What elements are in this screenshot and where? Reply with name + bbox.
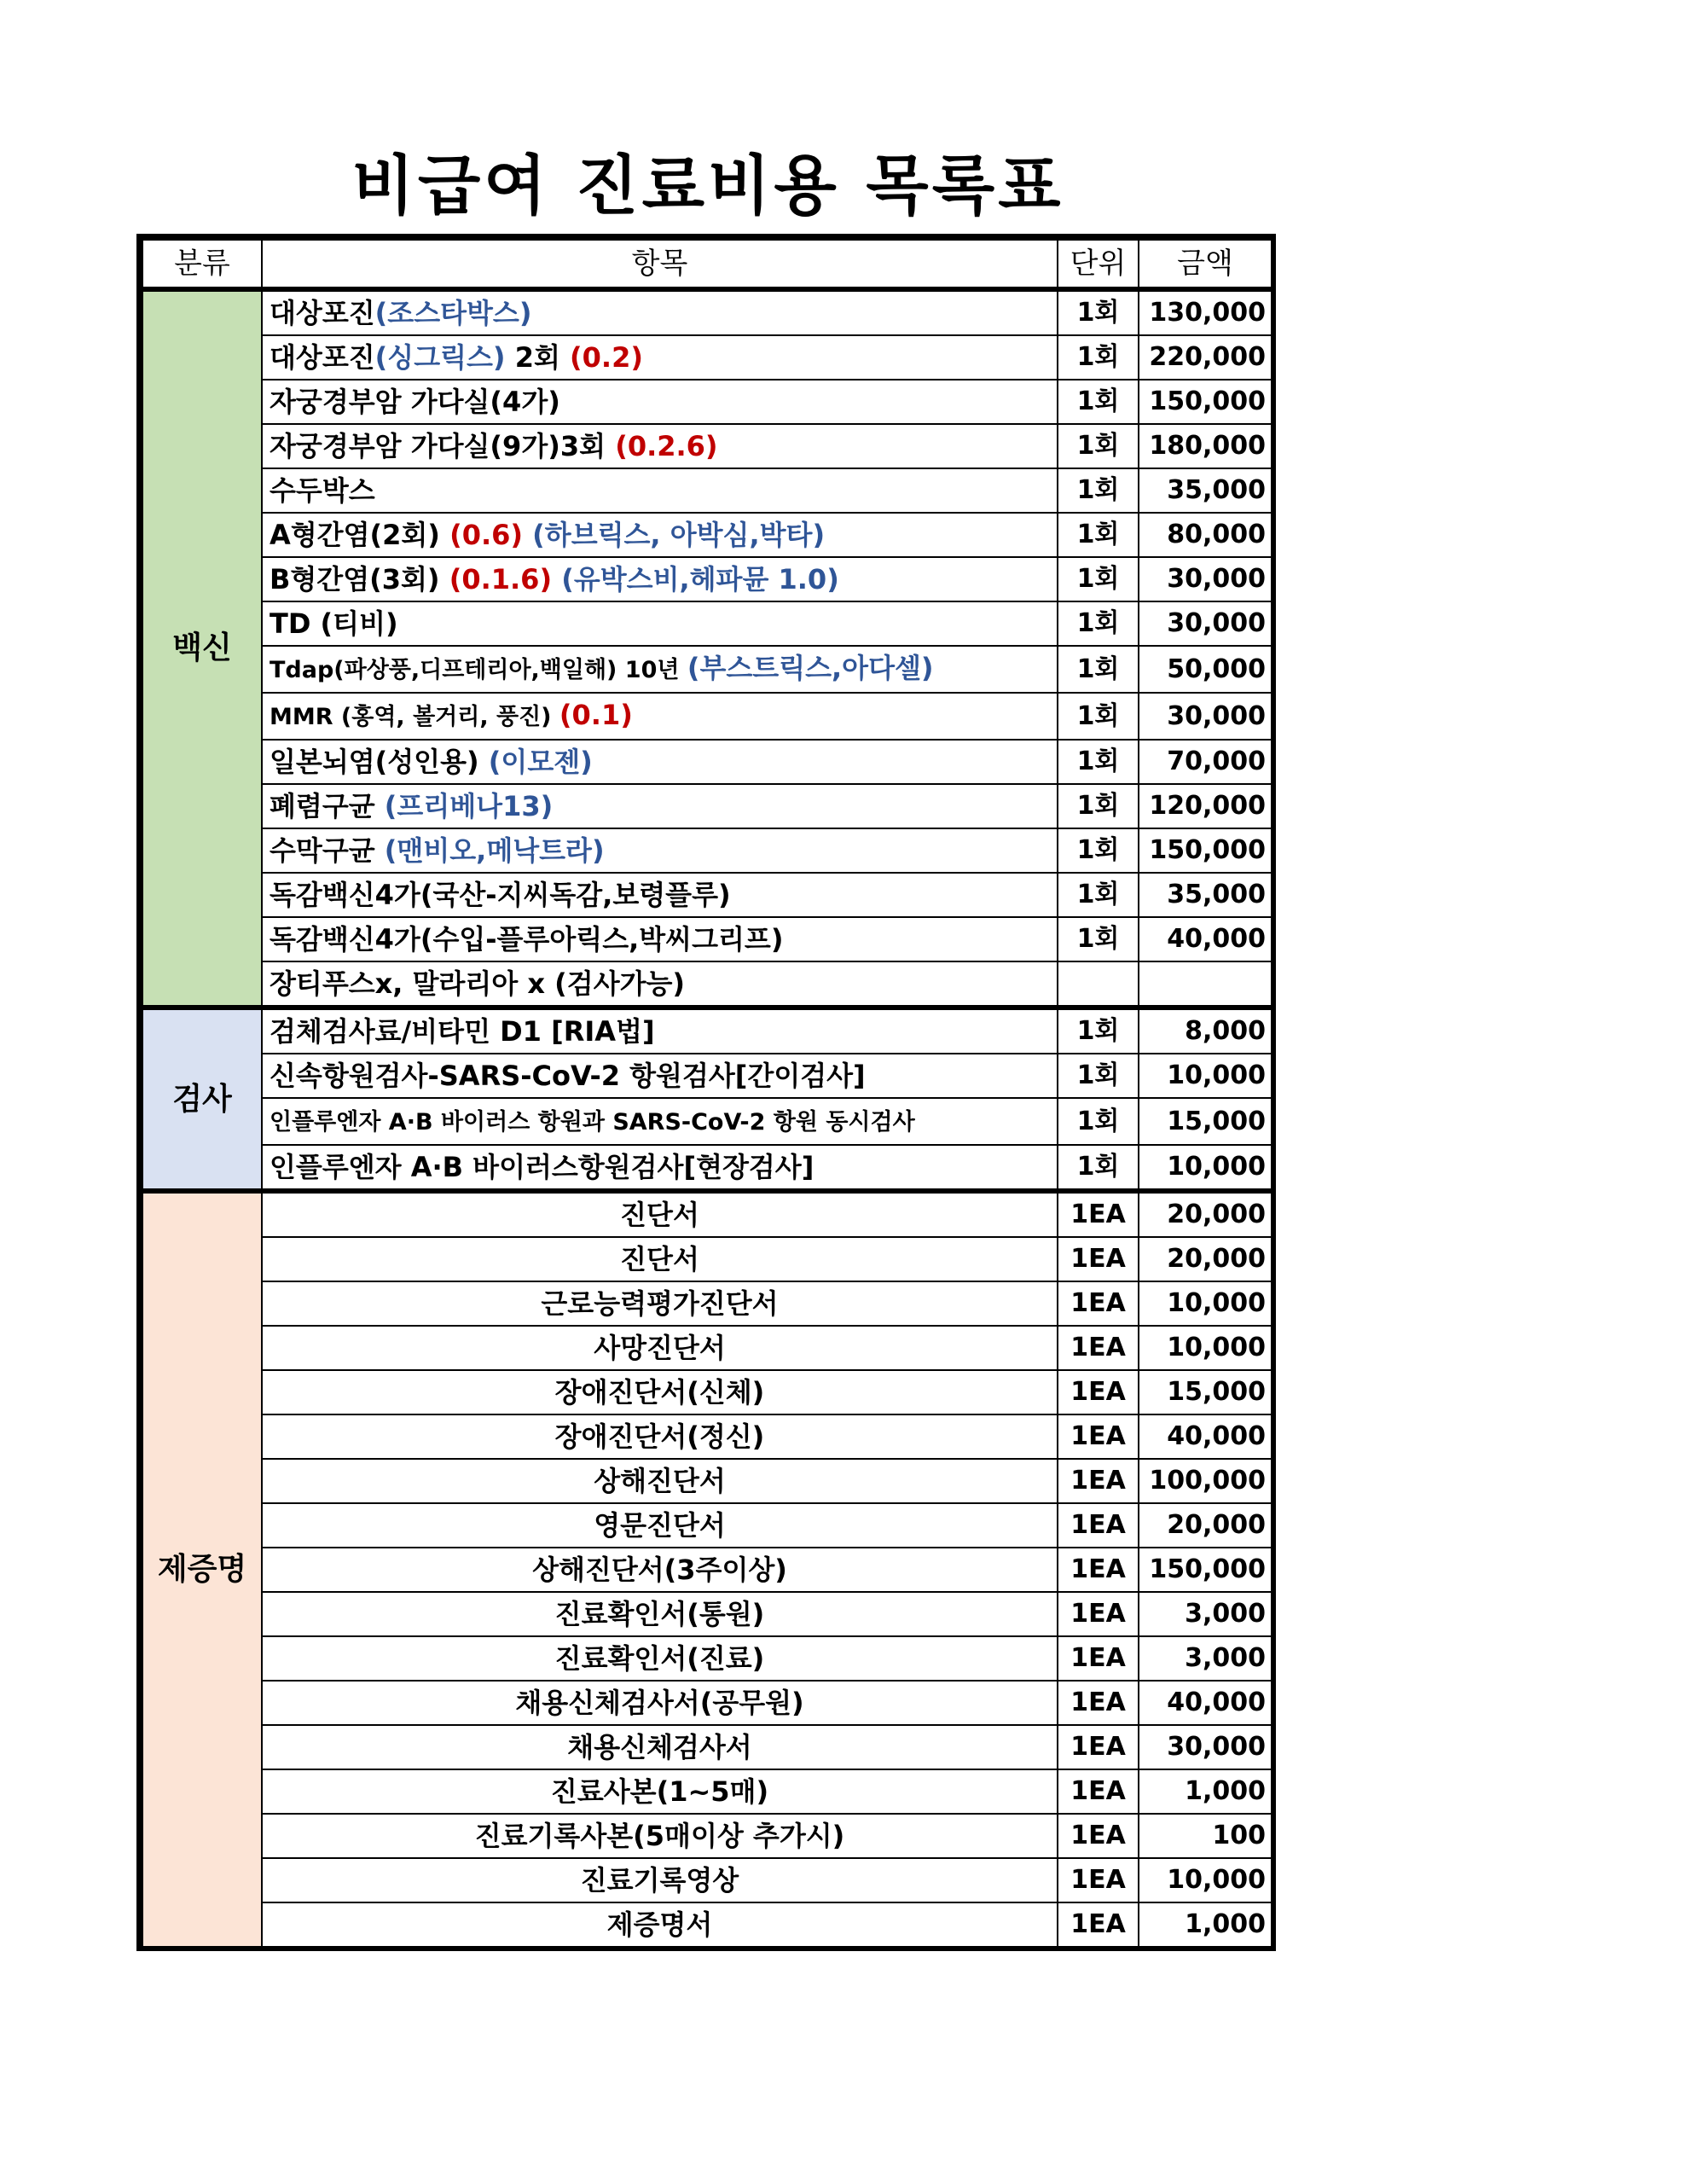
amount-cell [1139,961,1272,1008]
table-body [142,289,1272,1947]
unit-cell: 1회 [1058,557,1139,601]
item-cell [262,693,1058,740]
item-text: 진료기록사본(5매이상 추가시) [474,1820,845,1852]
item-text: Tdap(파상풍,디프테리아,백일해) 10년 [270,657,687,683]
item-cell [262,1548,1058,1592]
item-text: 검체검사료/비타민 D1 [RIA법] [270,1015,655,1048]
item-cell [262,1592,1058,1636]
item-text: 인플루엔자 A·B 바이러스 항원과 SARS-CoV-2 항원 동시검사 [270,1109,915,1136]
item-cell [262,784,1058,828]
table-row [142,1054,1272,1098]
table-row [142,1548,1272,1592]
unit-cell: 1회 [1058,1008,1139,1054]
item-cell [262,1459,1058,1503]
table-row [142,1681,1272,1725]
amount-cell: 180,000 [1139,424,1272,468]
amount-cell: 100 [1139,1814,1272,1858]
item-cell [262,828,1058,873]
unit-cell: 1EA [1058,1681,1139,1725]
amount-cell: 30,000 [1139,693,1272,740]
item-text: TD (티비) [270,607,398,640]
item-cell [262,1814,1058,1858]
table-row [142,513,1272,557]
item-text: 장애진단서(신체) [554,1376,765,1409]
amount-cell: 3,000 [1139,1592,1272,1636]
amount-cell: 40,000 [1139,1414,1272,1459]
item-text: (조스타박스) [374,297,532,329]
item-text: 신속항원검사-SARS-CoV-2 항원검사[간이검사] [270,1060,866,1092]
item-text: 상해진단서(3주이상) [532,1554,787,1586]
item-text: 자궁경부암 가다실(4가) [270,386,560,418]
amount-cell: 100,000 [1139,1459,1272,1503]
item-cell [262,1503,1058,1548]
unit-cell: 1회 [1058,601,1139,646]
item-cell [262,1054,1058,1098]
table-row [142,1098,1272,1145]
amount-cell: 50,000 [1139,646,1272,693]
item-text: A형간염(2회) [270,519,450,551]
table-row [142,917,1272,961]
unit-cell: 1회 [1058,513,1139,557]
table-row [142,693,1272,740]
unit-cell: 1EA [1058,1769,1139,1814]
table-row [142,1769,1272,1814]
unit-cell: 1EA [1058,1858,1139,1902]
amount-cell: 30,000 [1139,557,1272,601]
table-row [142,289,1272,335]
item-text: 대상포진 [270,341,375,374]
item-text: (0.2.6) [615,430,718,462]
unit-cell: 1회 [1058,873,1139,917]
item-cell [262,1681,1058,1725]
header-row [142,240,1272,289]
unit-cell: 1회 [1058,693,1139,740]
item-cell [262,961,1058,1008]
unit-cell: 1EA [1058,1592,1139,1636]
table-row [142,468,1272,513]
item-cell [262,1237,1058,1281]
amount-cell: 30,000 [1139,601,1272,646]
table-row [142,873,1272,917]
item-cell [262,1636,1058,1681]
unit-cell: 1EA [1058,1191,1139,1237]
item-text: B형간염(3회) [270,563,449,595]
table-row [142,1503,1272,1548]
item-cell [262,917,1058,961]
item-cell [262,1145,1058,1191]
amount-cell: 35,000 [1139,873,1272,917]
unit-cell: 1회 [1058,740,1139,784]
table-row [142,335,1272,380]
price-table [142,239,1272,1948]
unit-cell: 1EA [1058,1237,1139,1281]
unit-cell: 1회 [1058,1054,1139,1098]
amount-cell: 15,000 [1139,1098,1272,1145]
table-row [142,784,1272,828]
item-text: 진료기록영상 [580,1864,739,1896]
unit-cell: 1EA [1058,1459,1139,1503]
amount-cell: 10,000 [1139,1145,1272,1191]
unit-cell: 1회 [1058,828,1139,873]
item-cell [262,1326,1058,1370]
item-cell [262,1008,1058,1054]
amount-cell: 80,000 [1139,513,1272,557]
item-text: 독감백신4가(수입-플루아릭스,박씨그리프) [270,923,784,956]
item-text: 2회 [505,341,571,374]
unit-cell: 1회 [1058,646,1139,693]
item-cell [262,601,1058,646]
amount-cell: 40,000 [1139,1681,1272,1725]
table-row [142,646,1272,693]
header-item: 항목 [262,240,1058,289]
item-cell [262,335,1058,380]
item-text: (부스트릭스,아다셀) [687,652,934,684]
item-cell [262,289,1058,335]
table-row [142,1191,1272,1237]
item-text: (0.1.6) [449,563,553,595]
amount-cell: 30,000 [1139,1725,1272,1769]
amount-cell: 70,000 [1139,740,1272,784]
item-text: (이모젠) [488,746,593,778]
table-row [142,961,1272,1008]
item-text: 채용신체검사서(공무원) [515,1687,804,1719]
amount-cell: 10,000 [1139,1858,1272,1902]
unit-cell: 1회 [1058,1098,1139,1145]
item-cell [262,1858,1058,1902]
unit-cell: 1회 [1058,1145,1139,1191]
amount-cell: 1,000 [1139,1902,1272,1947]
item-text: 일본뇌염(성인용) [270,746,489,778]
price-table-frame [136,234,1276,1951]
item-cell [262,380,1058,424]
amount-cell: 10,000 [1139,1326,1272,1370]
item-text: 상해진단서 [594,1465,726,1497]
amount-cell: 35,000 [1139,468,1272,513]
amount-cell: 10,000 [1139,1281,1272,1326]
table-row [142,1725,1272,1769]
item-cell [262,1281,1058,1326]
unit-cell: 1회 [1058,380,1139,424]
item-text: 영문진단서 [594,1509,726,1542]
item-text: 제증명서 [606,1908,713,1941]
item-text: (맨비오,메낙트라) [384,834,605,867]
item-text: MMR (홍역, 볼거리, 풍진) [270,704,559,730]
item-cell [262,1370,1058,1414]
unit-cell: 1회 [1058,289,1139,335]
item-text: 수두박스 [270,474,375,507]
item-text: 진단서 [620,1243,699,1275]
amount-cell: 120,000 [1139,784,1272,828]
table-row [142,1592,1272,1636]
unit-cell: 1EA [1058,1548,1139,1592]
unit-cell: 1EA [1058,1725,1139,1769]
item-cell [262,1191,1058,1237]
item-text: 사망진단서 [594,1332,726,1364]
table-row [142,601,1272,646]
table-row [142,1370,1272,1414]
unit-cell: 1EA [1058,1326,1139,1370]
unit-cell [1058,961,1139,1008]
item-text: 수막구균 [270,834,385,867]
item-cell [262,1725,1058,1769]
table-row [142,1414,1272,1459]
unit-cell: 1EA [1058,1370,1139,1414]
table-row [142,1814,1272,1858]
unit-cell: 1EA [1058,1814,1139,1858]
table-row [142,557,1272,601]
table-row [142,828,1272,873]
amount-cell: 20,000 [1139,1191,1272,1237]
header-amount: 금액 [1139,240,1272,289]
table-row [142,1281,1272,1326]
unit-cell: 1EA [1058,1902,1139,1947]
item-cell [262,557,1058,601]
amount-cell: 20,000 [1139,1503,1272,1548]
amount-cell: 1,000 [1139,1769,1272,1814]
table-row [142,1902,1272,1947]
item-cell [262,513,1058,557]
amount-cell: 40,000 [1139,917,1272,961]
item-cell [262,740,1058,784]
amount-cell: 8,000 [1139,1008,1272,1054]
item-cell [262,424,1058,468]
amount-cell: 10,000 [1139,1054,1272,1098]
item-cell [262,1098,1058,1145]
amount-cell: 20,000 [1139,1237,1272,1281]
item-text: 진료사본(1~5매) [550,1775,769,1808]
amount-cell: 220,000 [1139,335,1272,380]
amount-cell: 3,000 [1139,1636,1272,1681]
table-row [142,1237,1272,1281]
item-text: (유박스비,헤파뮨 1.0) [552,563,839,595]
item-cell [262,873,1058,917]
unit-cell: 1회 [1058,335,1139,380]
amount-cell: 130,000 [1139,289,1272,335]
unit-cell: 1EA [1058,1636,1139,1681]
item-text: 독감백신4가(국산-지씨독감,보령플루) [270,879,731,911]
item-text: (0.1) [559,699,633,731]
item-cell [262,1414,1058,1459]
unit-cell: 1EA [1058,1281,1139,1326]
item-text: (하브릭스, 아박심,박타) [523,519,826,551]
table-row [142,380,1272,424]
unit-cell: 1회 [1058,468,1139,513]
item-text: 대상포진 [270,297,375,329]
item-text: 진단서 [620,1199,699,1231]
category-cell: 백신 [142,289,262,1008]
header-category: 분류 [142,240,262,289]
header-unit: 단위 [1058,240,1139,289]
amount-cell: 150,000 [1139,1548,1272,1592]
table-row [142,740,1272,784]
table-row [142,1008,1272,1054]
amount-cell: 15,000 [1139,1370,1272,1414]
page-title: 비급여 진료비용 목록표 [351,148,1064,224]
unit-cell: 1회 [1058,917,1139,961]
category-cell: 제증명 [142,1191,262,1947]
item-text: (싱그릭스) [374,341,506,374]
unit-cell: 1회 [1058,784,1139,828]
table-row [142,1636,1272,1681]
item-text: 채용신체검사서 [567,1731,752,1763]
item-cell [262,468,1058,513]
item-cell [262,1902,1058,1947]
item-text: (0.6) [449,519,524,551]
item-text: 근로능력평가진단서 [541,1287,779,1320]
item-text: 장티푸스x, 말라리아 x (검사가능) [270,967,686,1000]
item-text: 장애진단서(정신) [554,1420,765,1453]
unit-cell: 1EA [1058,1414,1139,1459]
item-text: (프리베나13) [384,790,554,822]
unit-cell: 1EA [1058,1503,1139,1548]
item-text: 인플루엔자 A·B 바이러스항원검사[현장검사] [270,1151,815,1183]
category-cell: 검사 [142,1008,262,1191]
item-text: (0.2) [570,341,643,374]
item-cell [262,1769,1058,1814]
unit-cell: 1회 [1058,424,1139,468]
table-row [142,1326,1272,1370]
item-text: 진료확인서(통원) [554,1598,765,1630]
amount-cell: 150,000 [1139,380,1272,424]
item-cell [262,646,1058,693]
table-row [142,1459,1272,1503]
item-text: 폐렴구균 [270,790,385,822]
table-row [142,1858,1272,1902]
item-text: 자궁경부암 가다실(9가)3회 [270,430,616,462]
table-row [142,424,1272,468]
table-row [142,1145,1272,1191]
item-text: 진료확인서(진료) [554,1642,765,1675]
amount-cell: 150,000 [1139,828,1272,873]
